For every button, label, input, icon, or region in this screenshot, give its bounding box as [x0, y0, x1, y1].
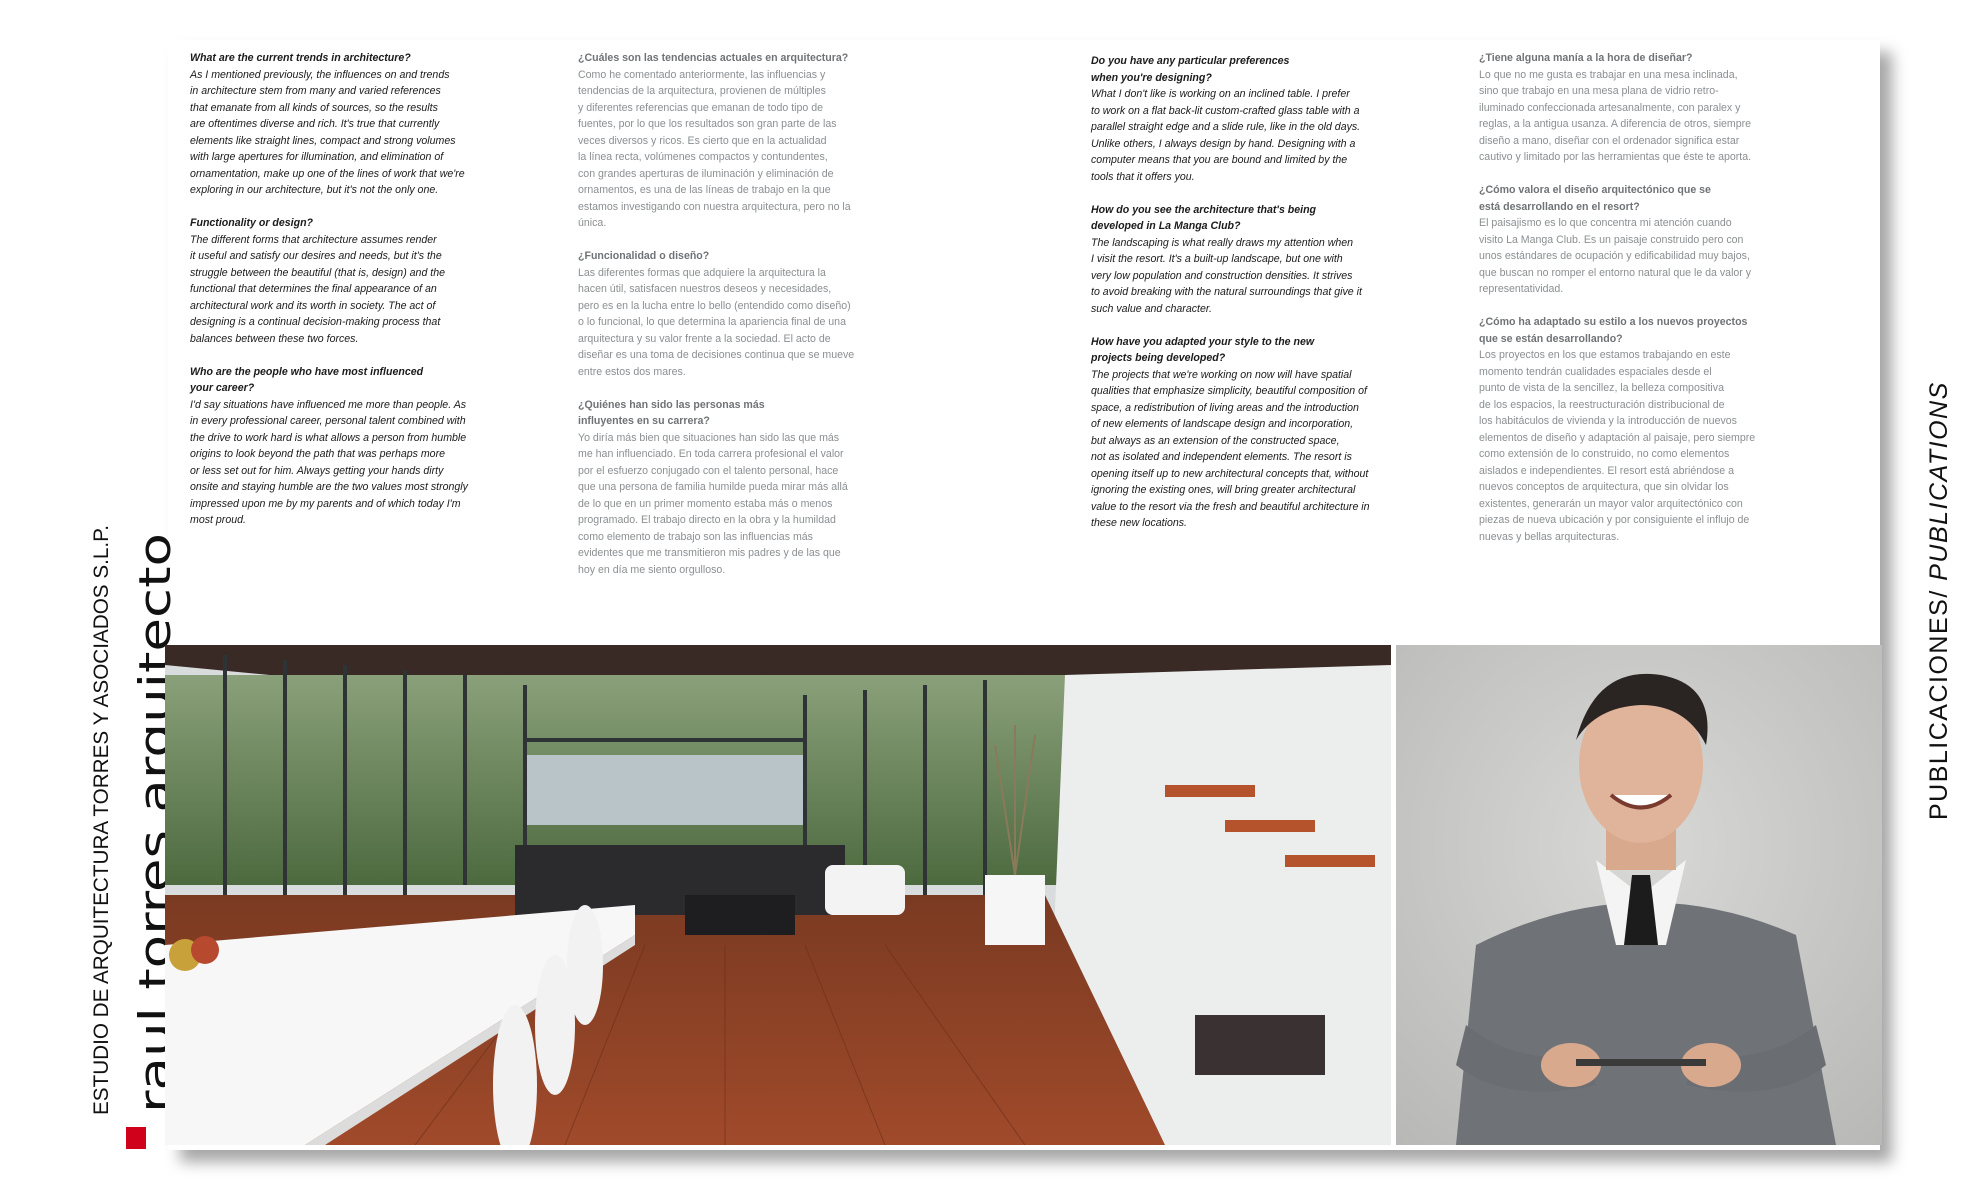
column-english-2 — [1091, 53, 1389, 548]
column-english-1 — [190, 50, 488, 545]
interview-answer: The landscaping is what really draws my attention when I visit the resort. It's a built-up landscape, but one with very low population and construction densities. It strives to avoid breaking with the natural surroundings that give it such value and character. — [1091, 236, 1362, 315]
publications-label-en: PUBLICATIONS — [1925, 381, 1953, 581]
publications-label-es: PUBLICACIONES/ — [1925, 589, 1953, 820]
interview-answer: I'd say situations have influenced me more than people. As in every professional career, personal talent combined with the drive to work hard is what allows a person from humble origins to look beyond the path that was perhaps more or less set out for him. Always getting your hands dirty onsite and staying humble are the two values most strongly impressed upon me by my parents and of which today I'm most proud. — [190, 398, 468, 526]
interview-question: ¿Cómo valora el diseño arquitectónico que se está desarrollando en el resort? — [1479, 184, 1711, 213]
interview-question: Functionality or design? — [190, 217, 314, 229]
interview-answer: Las diferentes formas que adquiere la arquitectura la hacen útil, satisfacen nuestros deseos y necesidades, pero es en la lucha entre lo bello (entendido como diseño) o lo funcional, lo que determina la apariencia final de una arquitectura y su valor frente a la sociedad. El acto de diseñar es una toma de decisiones continua que se mueve entre estos dos mares. — [578, 266, 855, 378]
interview-answer: Los proyectos en los que estamos trabajando en este momento tendrán cualidades espaciales desde el punto de vista de la sencillez, la belleza compositiva de los espacios, la reestructuración distribucional de los habitáculos de vivienda y la introducción de nuevos elementos de diseño y adaptación al paisaje, pero siempre como extensión de lo construido, no como elementos aislados e independientes. El resort está abriéndose a nuevos conceptos de arquitectura, que sin olvidar los existentes, generarán un mayor valor arquitectónico con piezas de nueva ubicación y por consiguiente el influjo de nuevas y bellas arquitecturas. — [1479, 349, 1756, 543]
interview-question: ¿Cuáles son las tendencias actuales en arquitectura? — [578, 52, 849, 64]
brand-name-line: raul torres arquitecto — [130, 646, 181, 1113]
interview-question: Do you have any particular preferences when you're designing? — [1091, 55, 1290, 84]
architect-portrait-photo — [1396, 645, 1882, 1145]
interview-answer: El paisajismo es lo que concentra mi atención cuando visito La Manga Club. Es un paisaje construido pero con unos estándares de ocupación y edificabilidad muy bajos, que buscan no romper el entorno natural que le da valor y representatividad. — [1479, 217, 1752, 295]
interview-question: ¿Quiénes han sido las personas más influyentes en su carrera? — [578, 398, 765, 427]
interview-answer: Como he comentado anteriormente, las influencias y tendencias de la arquitectura, provienen de múltiples y diferentes referencias que emanan de todo tipo de fuentes, por lo que los resultados son gran parte de las veces diversos y ricos. Es cierto que en la actualidad la línea recta, volúmenes compactos y contundentes, con grandes aperturas de iluminación y eliminación de ornamentos, es una de las líneas de trabajo en la que estamos investigando con nuestra arquitectura, pero no la única. — [578, 68, 851, 229]
interview-answer: The different forms that architecture assumes render it useful and satisfy our desires and needs, but it's the struggle between the beautiful (that is, design) and the functional that determines the final appearance of an architectural work and its worth in society. The act of designing is a continual decision-making process that balances between these two forces. — [190, 233, 446, 345]
interview-answer: As I mentioned previously, the influences on and trends in architecture stem from many and varied references that emanate from all kinds of sources, so the results are oftentimes diverse and rich. It's true that currently elements like straight lines, compact and strong volumes with large apertures for illumination, and elimination of ornamentation, make up one of the lines of work that we're exploring in our architecture, but it's not the only one. — [190, 68, 465, 196]
brand-company-line: ESTUDIO DE ARQUITECTURA TORRES Y ASOCIADOS S.L.P. — [90, 515, 113, 1115]
interview-question: ¿Cómo ha adaptado su estilo a los nuevos proyectos que se están desarrollando? — [1479, 316, 1748, 345]
interview-answer: The projects that we're working on now will have spatial qualities that emphasize simplicity, beautiful composition of space, a redistribution of living areas and the introduction of new elements of landscape design and incorporation, but always as an extension of the constructed space, not as isolated and independent elements. The resort is opening itself up to new architectural concepts that, without ignoring the existing ones, will bring greater architectural value to the resort via the fresh and beautiful architecture in these new locations. — [1091, 368, 1370, 529]
interview-question: ¿Tiene alguna manía a la hora de diseñar? — [1479, 52, 1693, 64]
column-spanish-1 — [578, 50, 876, 595]
interview-answer: Lo que no me gusta es trabajar en una mesa inclinada, sino que trabajo en una mesa plana de vidrio retro- iluminado confeccionada artesanalmente, con paralex y reglas, a la antigua usanza. A diferencia de otros, siempre diseño a mano, diseñar con el ordenador significa estar cautivo y limitado por las herramientas que éste te aporta. — [1479, 68, 1752, 163]
interview-question: What are the current trends in architecture? — [190, 52, 411, 64]
column-spanish-2 — [1479, 50, 1777, 562]
interview-question: How have you adapted your style to the new projects being developed? — [1091, 335, 1315, 364]
interior-render-photo — [165, 645, 1391, 1145]
interview-question: Who are the people who have most influenced your career? — [190, 365, 424, 394]
interview-answer: What I don't like is working on an inclined table. I prefer to work on a flat back-lit custom-crafted glass table with a parallel straight edge and a slide rule, like in the old days. Unlike others, I always design by hand. Designing with a computer means that you are bound and limited by the tools that it offers you. — [1091, 88, 1361, 183]
interview-answer: Yo diría más bien que situaciones han sido las que más me han influenciado. En toda carrera profesional el valor por el esfuerzo conjugado con el talento personal, hace que una persona de familia humilde pueda mirar más allá de lo que en un primer momento estaba más o menos programado. El trabajo directo en la obra y la humildad como elemento de trabajo son las influencias más evidentes que me transmitieron mis padres y de las que hoy en día me siento orgulloso. — [578, 431, 848, 576]
interview-question: ¿Funcionalidad o diseño? — [578, 250, 710, 262]
interview-question: How do you see the architecture that's being developed in La Manga Club? — [1091, 203, 1317, 232]
brand-red-square — [126, 1127, 146, 1149]
publications-label — [1925, 381, 1954, 820]
